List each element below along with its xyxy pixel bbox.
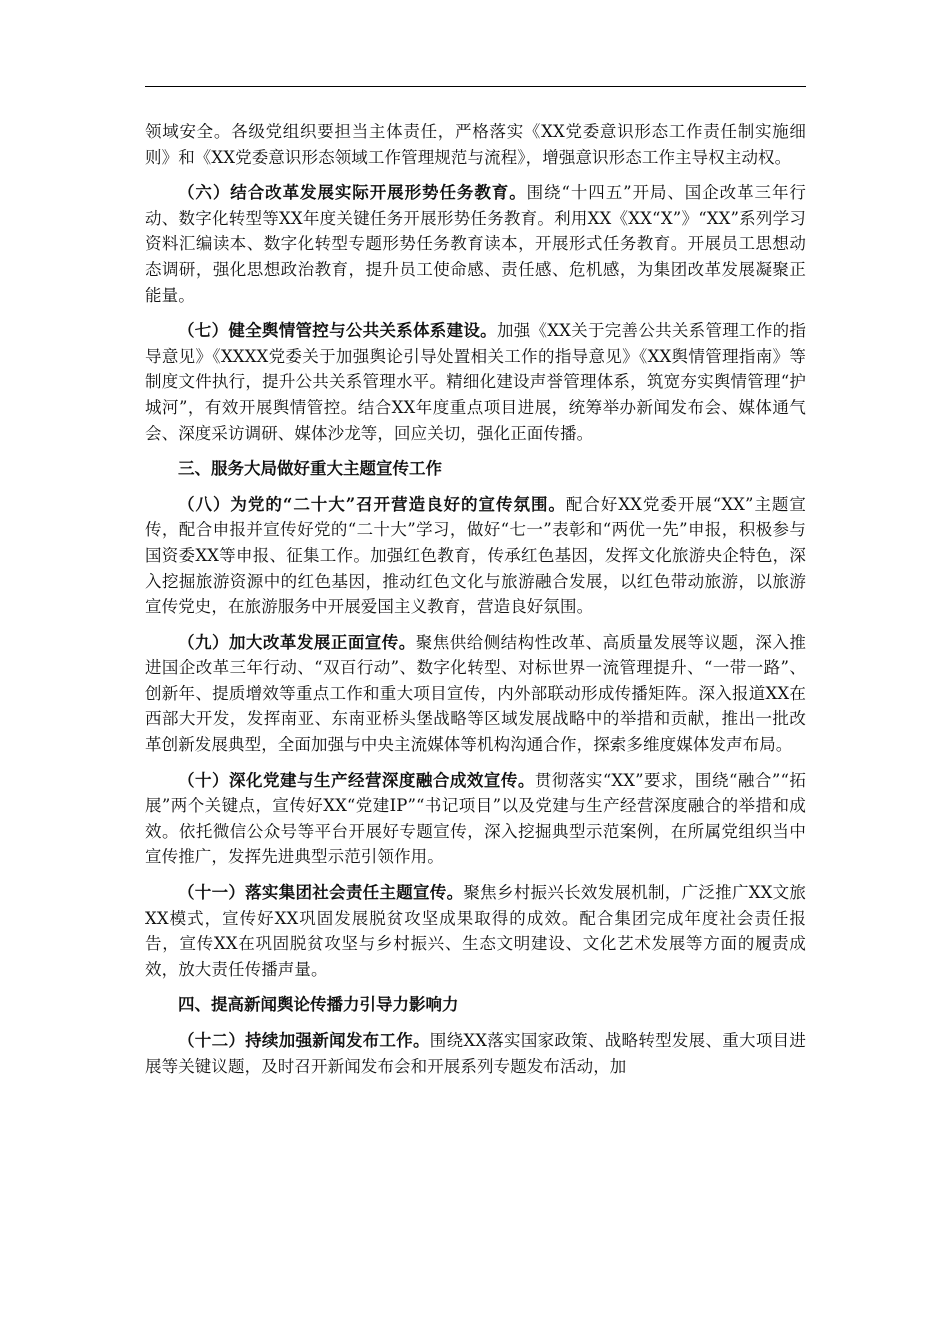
paragraph-text: 加强《XX关于完善公共关系管理工作的指导意见》《XXXX党委关于加强舆论引导处置相关工作的指导意见》《XX舆情管理指南》等制度文件执行，提升公共关系管理水平。精细化建设声誉管理体系，筑宽夯实舆情管理“护城河”，有效开展舆情管控。结合XX年度重点项目进展，统筹举办新闻发布会、媒体通气会、深度采访调研、媒体沙龙等，回应关切，强化正面传播。 <box>145 321 806 443</box>
paragraph-text: 聚焦乡村振兴长效发展机制，广泛推广XX文旅XX模式，宣传好XX巩固发展脱贫攻坚成果取得的成效。配合集团完成年度社会责任报告，宣传XX在巩固脱贫攻坚与乡村振兴、生态文明建设、文化艺术发展等方面的履责成效，放大责任传播声量。 <box>145 883 807 979</box>
paragraph-lead: （六）结合改革发展实际开展形势任务教育。 <box>178 183 527 203</box>
paragraph-lead: （九）加大改革发展正面宣传。 <box>178 632 416 652</box>
document-body <box>145 119 806 1089</box>
paragraph-text: 贯彻落实“XX”要求，围绕“融合”“拓展”两个关键点，宣传好XX“党建IP”“书记项目”以及党建与生产经营深度融合的举措和成效。依托微信公众号等平台开展好专题宣传，深入挖掘典型示范案例，在所属党组织当中宣传推广，发挥先进典型示范引领作用。 <box>145 770 806 867</box>
paragraph-ten <box>145 768 806 870</box>
paragraph-twelve <box>145 1028 806 1079</box>
header-rule <box>145 86 806 87</box>
paragraph-text: 配合好XX党委开展“XX”主题宣传，配合申报并宣传好党的“二十大”学习，做好“七一”表彰和“两优一先”申报，积极参与国资委XX等申报、征集工作。加强红色教育，传承红色基因，发挥文化旅游央企特色，深入挖掘旅游资源中的红色基因，推动红色文化与旅游融合发展，以红色带动旅游，以旅游宣传党史，在旅游服务中开展爱国主义教育，营造良好氛围。 <box>145 494 806 617</box>
paragraph-text: 围绕“十四五”开局、国企改革三年行动、数字化转型等XX年度关键任务开展形势任务教育。利用XX《XX“X”》“XX”系列学习资料汇编读本、数字化转型专题形势任务教育读本，开展形式任务教育。开展员工思想动态调研，强化思想政治教育，提升员工使命感、责任感、危机感，为集团改革发展凝聚正能量。 <box>145 183 806 305</box>
paragraph-lead: （十二）持续加强新闻发布工作。 <box>178 1031 430 1050</box>
heading-text: 三、服务大局做好重大主题宣传工作 <box>178 459 442 479</box>
paragraph-lead: （八）为党的“二十大”召开营造良好的宣传氛围。 <box>178 494 566 514</box>
paragraph-text: 聚焦供给侧结构性改革、高质量发展等议题，深入推进国企改革三年行动、“双百行动”、数字化转型、对标世界一流管理提升、“一带一路”、创新年、提质增效等重点工作和重大项目宣传，内外部联动形成传播矩阵。深入报道XX在西部大开发，发挥南亚、东南亚桥头堡战略等区域发展战略中的举措和贡献，推出一批改革创新发展典型，全面加强与中央主流媒体等机构沟通合作，探索多维度媒体发声布局。 <box>145 632 806 755</box>
section-heading-four <box>145 992 806 1018</box>
heading-text: 四、提高新闻舆论传播力引导力影响力 <box>178 995 459 1015</box>
paragraph-nine <box>145 630 806 758</box>
paragraph-continuation <box>145 119 806 170</box>
paragraph-eleven <box>145 880 806 982</box>
paragraph-lead: （七）健全舆情管控与公共关系体系建设。 <box>178 321 497 341</box>
paragraph-text: 围绕XX落实国家政策、战略转型发展、重大项目进展等关键议题，及时召开新闻发布会和开展系列专题发布活动，加 <box>145 1031 807 1076</box>
paragraph-six <box>145 180 806 308</box>
paragraph-lead: （十）深化党建与生产经营深度融合成效宣传。 <box>178 770 535 790</box>
paragraph-lead: （十一）落实集团社会责任主题宣传。 <box>178 883 464 903</box>
paragraph-seven <box>145 318 806 446</box>
section-heading-three <box>145 456 806 482</box>
paragraph-eight <box>145 492 806 620</box>
paragraph-text: 领域安全。各级党组织要担当主体责任，严格落实《XX党委意识形态工作责任制实施细则》和《XX党委意识形态领域工作管理规范与流程》，增强意识形态工作主导权主动权。 <box>145 122 806 167</box>
